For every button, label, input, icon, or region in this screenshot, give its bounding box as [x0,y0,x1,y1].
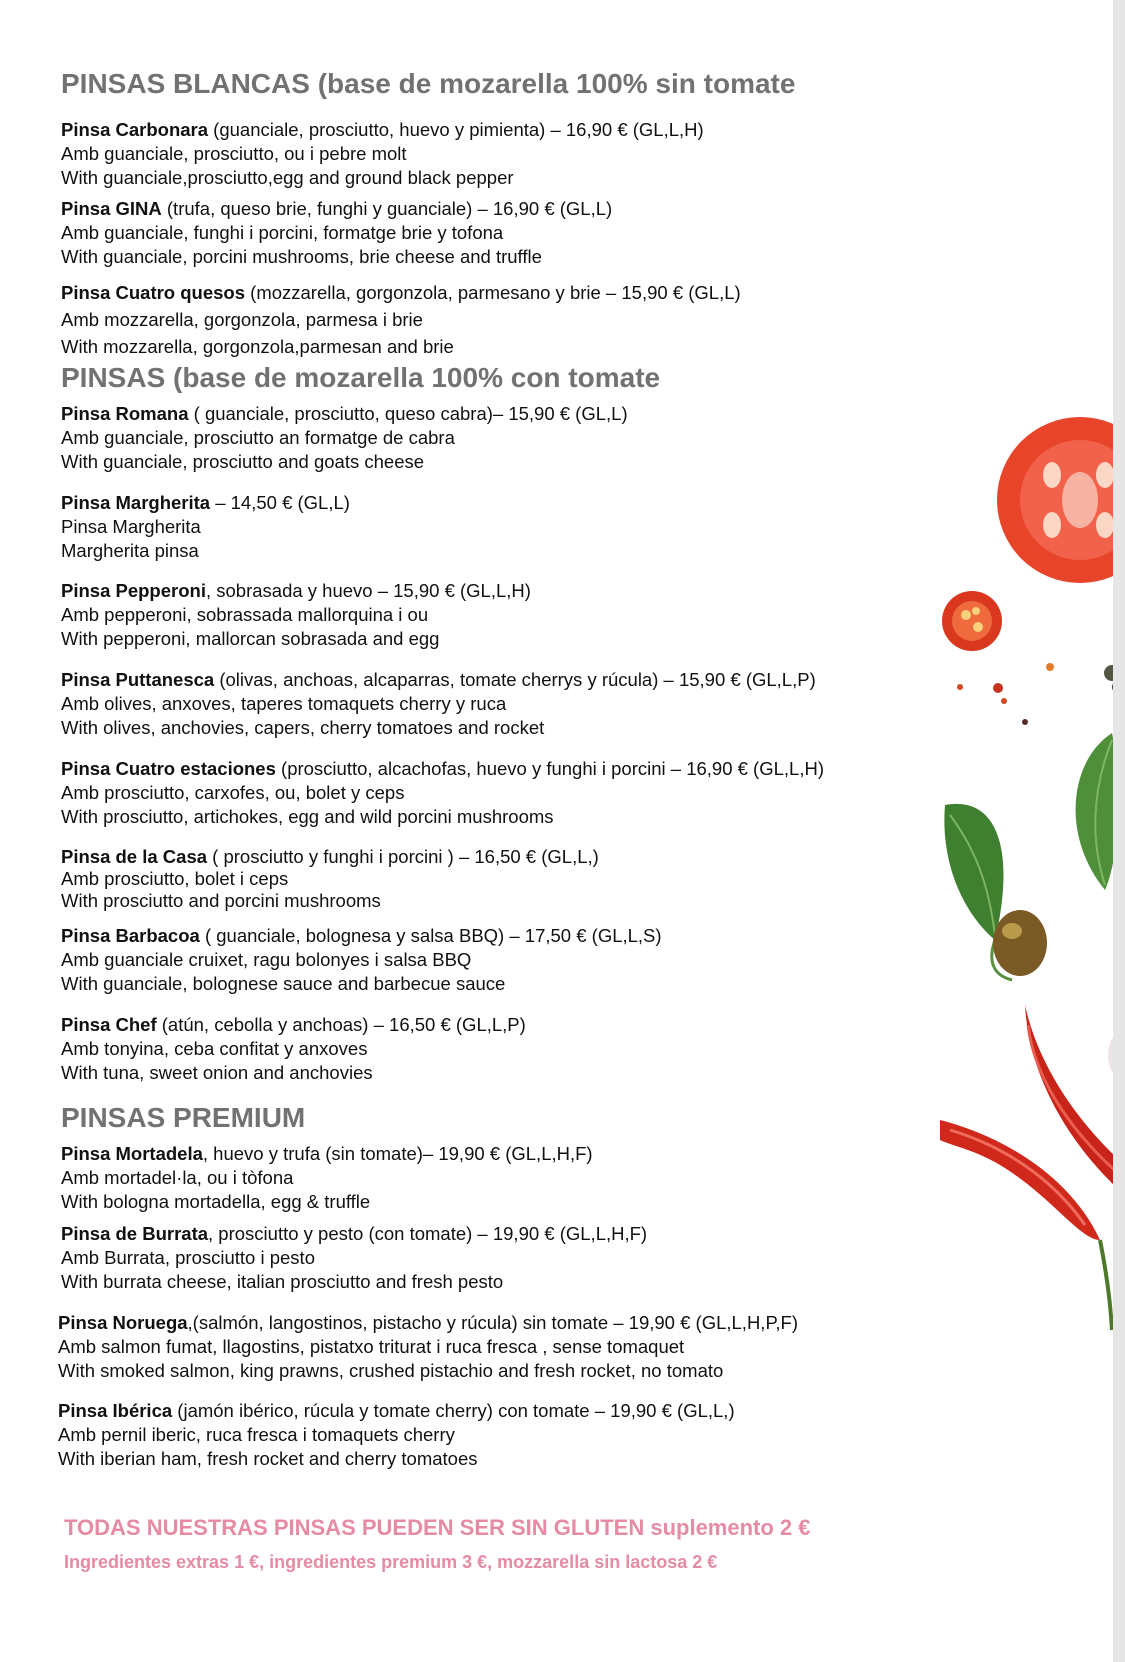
item-catalan: Amb salmon fumat, llagostins, pistatxo triturat i ruca fresca , sense tomaquet [58,1336,685,1357]
cherry-tomato-icon [942,591,1002,651]
section-title-pinsas-tomate: PINSAS (base de mozarella 100% con tomate [61,362,661,393]
item-details: , sobrasada y huevo – 15,90 € (GL,L,H) [205,580,531,601]
menu-item-iberica [58,1399,735,1471]
item-name: Pinsa Mortadela [61,1143,203,1164]
item-english: With guanciale, prosciutto and goats cheese [61,451,425,472]
section-title-pinsas-premium: PINSAS PREMIUM [61,1102,306,1133]
page-edge [1113,0,1125,1662]
chili-flakes-icon [957,663,1054,725]
chili-pepper-icon [940,1005,1125,1330]
item-catalan: Amb pernil iberic, ruca fresca i tomaquets cherry [58,1424,455,1445]
item-name: Pinsa Cuatro estaciones [61,758,276,779]
menu-item-pepperoni [61,579,531,651]
item-english: With tuna, sweet onion and anchovies [61,1062,373,1083]
item-details: (jamón ibérico, rúcula y tomate cherry) con tomate – 19,90 € (GL,L,) [172,1400,735,1421]
item-catalan: Amb pepperoni, sobrassada mallorquina i ou [61,604,429,625]
item-english: With guanciale,prosciutto,egg and ground black pepper [61,167,514,188]
olive-icon [993,910,1047,976]
gluten-free-notice: TODAS NUESTRAS PINSAS PUEDEN SER SIN GLUTEN suplemento 2 € [64,1515,811,1540]
item-catalan: Amb mortadel·la, ou i tòfona [61,1167,294,1188]
menu-item-gina [61,197,612,269]
tomato-icon [997,417,1125,583]
item-catalan: Pinsa Margherita [61,516,201,537]
item-details: , prosciutto y pesto (con tomate) – 19,90 € (GL,L,H,F) [208,1223,648,1244]
item-details: (trufa, queso brie, funghi y guanciale) – 16,90 € (GL,L) [161,198,613,219]
menu-item-chef [61,1013,526,1085]
item-details: – 14,50 € (GL,L) [210,492,350,513]
item-details: (atún, cebolla y anchoas) – 16,50 € (GL,L,P) [156,1014,526,1035]
menu-item-burrata [61,1222,647,1294]
extras-notice: Ingredientes extras 1 €, ingredientes premium 3 €, mozzarella sin lactosa 2 € [64,1552,718,1572]
item-details: ( guanciale, bolognesa y salsa BBQ) – 17,50 € (GL,L,S) [199,925,662,946]
item-english: With pepperoni, mallorcan sobrasada and egg [61,628,440,649]
item-name: Pinsa Carbonara [61,119,209,140]
item-catalan: Amb guanciale, prosciutto an formatge de cabra [61,427,455,448]
item-catalan: Amb guanciale cruixet, ragu bolonyes i salsa BBQ [61,949,472,970]
menu-item-carbonara [61,118,704,190]
item-details: ( prosciutto y funghi i porcini ) – 16,50 € (GL,L,) [207,846,599,867]
item-name: Pinsa Chef [61,1014,157,1035]
item-catalan: Amb tonyina, ceba confitat y anxoves [61,1038,368,1059]
item-name: Pinsa Margherita [61,492,211,513]
menu-item-mortadela [61,1142,593,1214]
item-catalan: Amb guanciale, funghi i porcini, formatge brie y tofona [61,222,504,243]
menu-item-puttanesca [61,668,816,740]
item-name: Pinsa Noruega [58,1312,188,1333]
menu-item-de-la-casa [61,846,599,912]
item-name: Pinsa de la Casa [61,846,208,867]
item-details: , huevo y trufa (sin tomate)– 19,90 € (GL,L,H,F) [202,1143,593,1164]
menu-item-cuatro-estaciones [61,757,824,829]
item-details: (olivas, anchoas, alcaparras, tomate cherrys y rúcula) – 15,90 € (GL,L,P) [214,669,816,690]
menu-item-romana [61,402,628,474]
item-details: (prosciutto, alcachofas, huevo y funghi i porcini – 16,90 € (GL,L,H) [275,758,824,779]
item-english: With guanciale, porcini mushrooms, brie cheese and truffle [61,246,542,267]
item-details: ,(salmón, langostinos, pistacho y rúcula) sin tomate – 19,90 € (GL,L,H,P,F) [187,1312,799,1333]
item-english: With prosciutto and porcini mushrooms [61,890,381,911]
item-english: With burrata cheese, italian prosciutto and fresh pesto [61,1271,504,1292]
item-catalan: Amb mozzarella, gorgonzola, parmesa i brie [61,309,423,330]
menu-item-noruega [58,1311,798,1383]
item-english: With iberian ham, fresh rocket and cherry tomatoes [58,1448,478,1469]
item-name: Pinsa Pepperoni [61,580,206,601]
item-english: Margherita pinsa [61,540,199,561]
section-title-pinsas-blancas: PINSAS BLANCAS (base de mozarella 100% sin tomate [61,68,796,99]
item-catalan: Amb prosciutto, bolet i ceps [61,868,289,889]
item-catalan: Amb guanciale, prosciutto, ou i pebre molt [61,143,407,164]
item-name: Pinsa Ibérica [58,1400,173,1421]
menu-item-barbacoa [61,924,662,996]
item-details: ( guanciale, prosciutto, queso cabra)– 15,90 € (GL,L) [188,403,628,424]
item-name: Pinsa Puttanesca [61,669,215,690]
item-catalan: Amb olives, anxoves, taperes tomaquets cherry y ruca [61,693,507,714]
item-name: Pinsa Romana [61,403,189,424]
menu-item-cuatro-quesos [61,279,741,360]
item-english: With bologna mortadella, egg & truffle [61,1191,371,1212]
item-english: With guanciale, bolognese sauce and barbecue sauce [61,973,506,994]
item-name: Pinsa de Burrata [61,1223,209,1244]
item-details: (guanciale, prosciutto, huevo y pimienta) – 16,90 € (GL,L,H) [208,119,704,140]
item-english: With olives, anchovies, capers, cherry tomatoes and rocket [61,717,545,738]
item-name: Pinsa GINA [61,198,162,219]
menu-item-margherita [61,491,350,563]
item-details: (mozzarella, gorgonzola, parmesano y brie – 15,90 € (GL,L) [245,282,741,303]
item-name: Pinsa Cuatro quesos [61,282,246,303]
ingredients-illustration [940,395,1125,1345]
item-english: With smoked salmon, king prawns, crushed pistachio and fresh rocket, no tomato [58,1360,724,1381]
item-catalan: Amb prosciutto, carxofes, ou, bolet y ceps [61,782,405,803]
item-name: Pinsa Barbacoa [61,925,200,946]
item-catalan: Amb Burrata, prosciutto i pesto [61,1247,315,1268]
item-english: With prosciutto, artichokes, egg and wild porcini mushrooms [61,806,554,827]
item-english: With mozzarella, gorgonzola,parmesan and brie [61,336,454,357]
